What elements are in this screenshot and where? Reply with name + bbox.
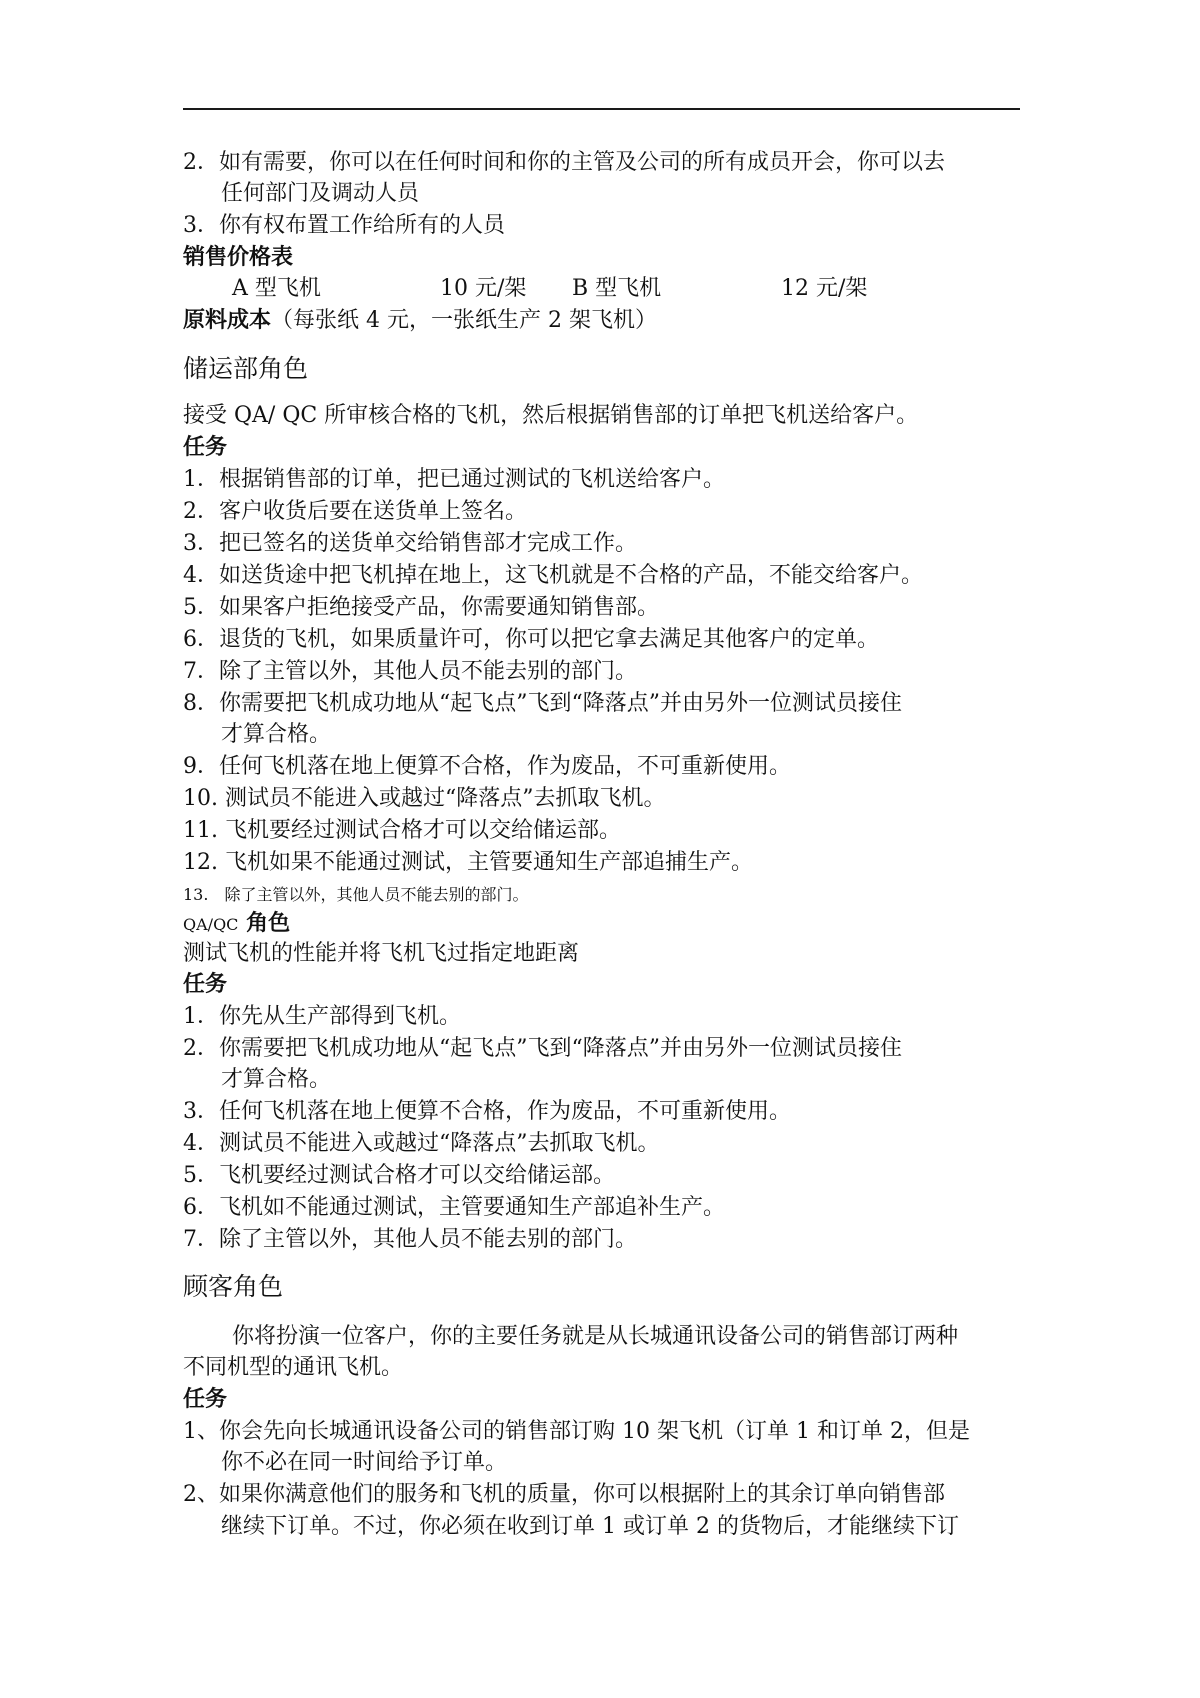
storage-task: 4．如送货途中把飞机掉在地上，这飞机就是不合格的产品，不能交给客户。 xyxy=(183,563,923,588)
qa-task: 6．飞机如不能通过测试，主管要通知生产部追补生产。 xyxy=(183,1195,725,1220)
customer-heading-a: 顾客 xyxy=(183,1272,234,1301)
price-a-value: 10 元/架 xyxy=(440,276,527,301)
price-table-title: 销售价格表 xyxy=(183,245,294,270)
qa-task: 3．任何飞机落在地上便算不合格，作为废品，不可重新使用。 xyxy=(183,1099,791,1124)
storage-task: 7．除了主管以外，其他人员不能去别的部门。 xyxy=(183,659,637,684)
storage-task: 3．把已签名的送货单交给销售部才完成工作。 xyxy=(183,531,637,556)
sales-item-2-line-2: 任何部门及调动人员 xyxy=(221,181,420,206)
price-b-value: 12 元/架 xyxy=(781,276,868,301)
customer-task-continuation: 继续下订单。不过，你必须在收到订单 1 或订单 2 的货物后，才能继续下订 xyxy=(221,1514,959,1539)
price-a-name: A 型飞机 xyxy=(232,276,321,301)
storage-task-continuation: 才算合格。 xyxy=(221,722,332,747)
qa-heading-a: QA/QC xyxy=(183,915,239,934)
customer-heading xyxy=(183,1270,283,1304)
qa-task: 5．飞机要经过测试合格才可以交给储运部。 xyxy=(183,1163,615,1188)
qa-task: 1．你先从生产部得到飞机。 xyxy=(183,1004,461,1029)
storage-task: 1．根据销售部的订单，把已通过测试的飞机送给客户。 xyxy=(183,467,725,492)
cost-label: 原料成本 xyxy=(183,308,272,333)
storage-task: 12. 飞机如果不能通过测试，主管要通知生产部追捕生产。 xyxy=(183,850,753,875)
qa-heading-b: 角色 xyxy=(238,911,291,936)
storage-intro: 接受 QA/ QC 所审核合格的飞机，然后根据销售部的订单把飞机送给客户。 xyxy=(183,403,919,428)
raw-material-cost xyxy=(183,306,657,336)
cost-detail: （每张纸 4 元，一张纸生产 2 架飞机） xyxy=(271,308,657,333)
customer-task: 2、如果你满意他们的服务和飞机的质量，你可以根据附上的其余订单向销售部 xyxy=(183,1482,945,1507)
storage-task: 8．你需要把飞机成功地从“起飞点”飞到“降落点”并由另外一位测试员接住 xyxy=(183,691,902,716)
price-b-name: B 型飞机 xyxy=(572,276,662,301)
storage-task: 2．客户收货后要在送货单上签名。 xyxy=(183,499,527,524)
sales-item-2-line-1: 2．如有需要，你可以在任何时间和你的主管及公司的所有成员开会，你可以去 xyxy=(183,150,945,175)
qa-tasks-label: 任务 xyxy=(183,972,228,997)
storage-task: 11. 飞机要经过测试合格才可以交给储运部。 xyxy=(183,818,621,843)
storage-heading-a: 储运部 xyxy=(183,354,259,383)
qa-task: 2．你需要把飞机成功地从“起飞点”飞到“降落点”并由另外一位测试员接住 xyxy=(183,1036,902,1061)
header-rule xyxy=(183,108,1020,110)
customer-heading-b: 角色 xyxy=(233,1272,284,1301)
customer-intro-line-2: 不同机型的通讯飞机。 xyxy=(183,1355,404,1380)
storage-task: 5．如果客户拒绝接受产品，你需要通知销售部。 xyxy=(183,595,659,620)
storage-task: 6．退货的飞机，如果质量许可，你可以把它拿去满足其他客户的定单。 xyxy=(183,627,879,652)
storage-task: 13. 除了主管以外，其他人员不能去别的部门。 xyxy=(183,885,529,904)
sales-item-3: 3．你有权布置工作给所有的人员 xyxy=(183,213,505,238)
qa-task-continuation: 才算合格。 xyxy=(221,1067,332,1092)
storage-heading xyxy=(183,352,308,386)
qa-task: 7．除了主管以外，其他人员不能去别的部门。 xyxy=(183,1227,637,1252)
storage-task: 9．任何飞机落在地上便算不合格，作为废品，不可重新使用。 xyxy=(183,754,791,779)
customer-task: 1、你会先向长城通讯设备公司的销售部订购 10 架飞机（订单 1 和订单 2，但是 xyxy=(183,1419,970,1444)
customer-task-continuation: 你不必在同一时间给予订单。 xyxy=(221,1450,508,1475)
customer-intro-line-1: 你将扮演一位客户，你的主要任务就是从长城通讯设备公司的销售部订两种 xyxy=(232,1324,959,1349)
qa-task: 4．测试员不能进入或越过“降落点”去抓取飞机。 xyxy=(183,1131,660,1156)
qa-heading xyxy=(183,909,290,940)
storage-task: 10. 测试员不能进入或越过“降落点”去抓取飞机。 xyxy=(183,786,666,811)
storage-heading-b: 角色 xyxy=(258,354,309,383)
storage-tasks-label: 任务 xyxy=(183,435,228,460)
qa-intro: 测试飞机的性能并将飞机飞过指定地距离 xyxy=(183,941,580,966)
customer-tasks-label: 任务 xyxy=(183,1387,228,1412)
